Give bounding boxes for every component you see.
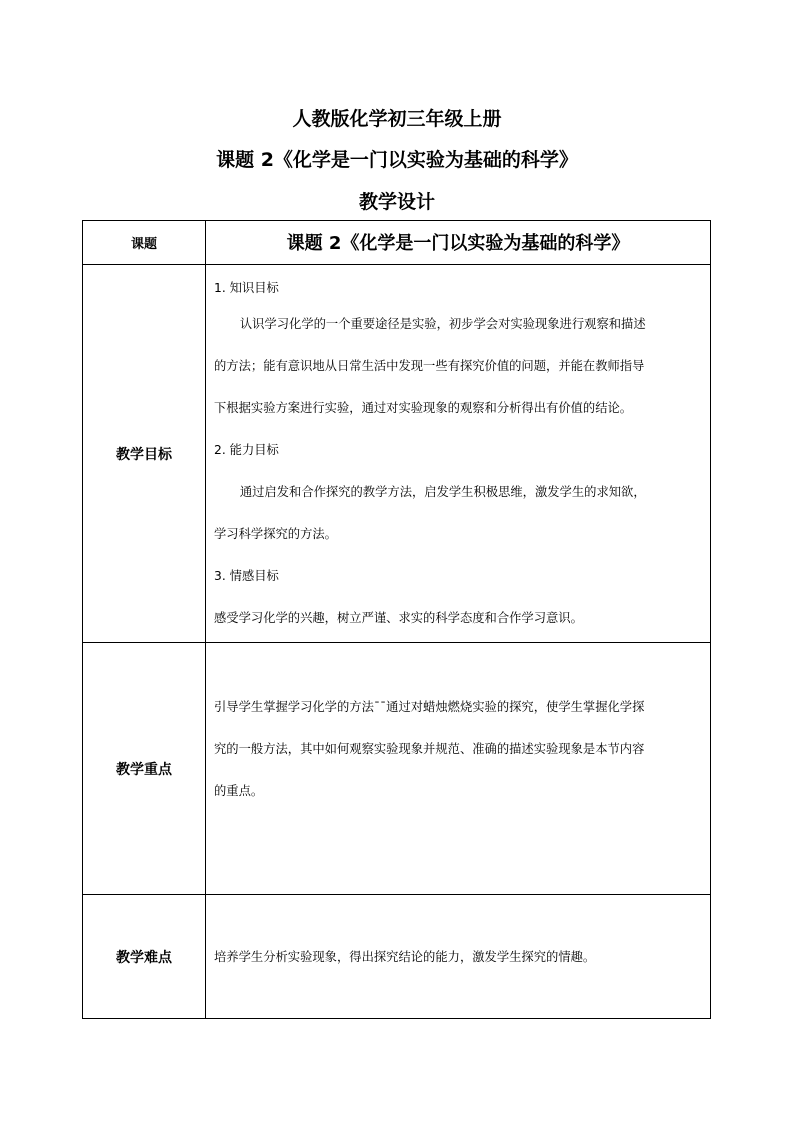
ability-text-2: 学习科学探究的方法。 [214, 527, 337, 541]
subject-label: 课题 [83, 221, 206, 265]
ability-text-1: 通过启发和合作探究的教学方法，启发学生积极思维，激发学生的求知欲， [239, 485, 646, 499]
knowledge-heading: 1. 知识目标 [214, 281, 279, 295]
key-points-text-3: 的重点。 [214, 784, 264, 798]
difficulties-text-1: 培养学生分析实验现象，得出探究结论的能力，激发学生探究的情趣。 [214, 950, 596, 964]
goals-cell [206, 265, 711, 643]
document-title: 人教版化学初三年级上册 [292, 108, 502, 130]
difficulties-row [83, 895, 711, 1019]
emotion-heading: 3. 情感目标 [214, 569, 279, 583]
lesson-plan-table [82, 220, 711, 1019]
subject-cell [206, 221, 711, 265]
knowledge-text-1: 认识学习化学的一个重要途径是实验，初步学会对实验现象进行观察和描述 [239, 317, 646, 331]
knowledge-text-2: 的方法；能有意识地从日常生活中发现一些有探究价值的问题，并能在教师指导 [214, 359, 645, 373]
key-points-cell [206, 643, 711, 895]
emotion-text-1: 感受学习化学的兴趣，树立严谨、求实的科学态度和合作学习意识。 [214, 611, 583, 625]
key-points-text-1: 引导学生掌握学习化学的方法¯¯通过对蜡烛燃烧实验的探究，使学生掌握化学探 [214, 700, 645, 714]
subject-row [83, 221, 711, 265]
key-points-label: 教学重点 [83, 643, 206, 895]
ability-heading: 2. 能力目标 [214, 443, 279, 457]
goals-row [83, 265, 711, 643]
design-title: 教学设计 [358, 191, 435, 213]
lesson-title: 课题 2《化学是一门以实验为基础的科学》 [216, 149, 578, 171]
subject-value: 课题 2《化学是一门以实验为基础的科学》 [286, 233, 630, 254]
difficulties-cell [206, 895, 711, 1019]
goals-label: 教学目标 [83, 265, 206, 643]
difficulties-label: 教学难点 [83, 895, 206, 1019]
key-points-text-2: 究的一般方法，其中如何观察实验现象并规范、准确的描述实验现象是本节内容 [214, 742, 645, 756]
key-points-row [83, 643, 711, 895]
knowledge-text-3: 下根据实验方案进行实验，通过对实验现象的观察和分析得出有价值的结论。 [214, 401, 633, 415]
